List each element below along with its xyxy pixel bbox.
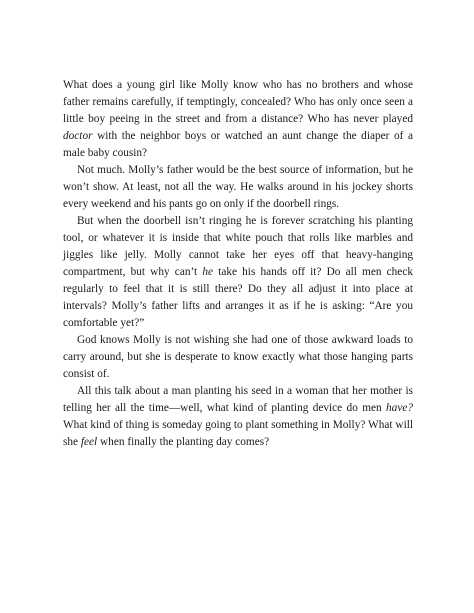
text-run: God knows Molly is not wishing she had one of those awkward loads to carry around, but she is desperate to know exactly what those hanging parts consist of. — [63, 334, 413, 380]
paragraph-1 — [63, 77, 413, 162]
paragraph-4 — [63, 332, 413, 383]
paragraph-5 — [63, 383, 413, 451]
text-run: What does a young girl like Molly know who has no brothers and whose father remains carefully, if temptingly, concealed? Who has only once seen a little boy peeing in the street and from a distance? Who has never played — [63, 79, 413, 125]
italic-text-run: feel — [80, 436, 98, 448]
paragraph-2 — [63, 162, 413, 213]
text-run: Not much. Molly’s father would be the best source of information, but he won’t show. At least, not all the way. He walks around in his jockey shorts every weekend and his pants go on only if the doorbell rings. — [63, 164, 413, 210]
text-run: with the neighbor boys or watched an aunt change the diaper of a male baby cousin? — [63, 130, 413, 159]
text-run: when finally the planting day comes? — [97, 436, 270, 448]
paragraph-3 — [63, 213, 413, 332]
text-run: take his hands off it? Do all men check regularly to feel that it is still there? Do they all adjust it into place at intervals? Molly’s father lifts and arranges it as if he is asking: “Are you comfortable yet?” — [63, 266, 413, 329]
body-text — [63, 77, 413, 451]
italic-text-run: he — [202, 266, 214, 278]
text-run: What kind of thing is someday going to plant something in Molly? What will she — [63, 419, 413, 448]
text-run: But when the doorbell isn’t ringing he is forever scratching his planting tool, or whatever it is inside that white pouch that rolls like marbles and jiggles like jelly. Molly cannot take her eyes off that heavy-hanging compartment, but why can’t — [63, 215, 413, 278]
italic-text-run: doctor — [63, 130, 93, 142]
text-run: All this talk about a man planting his seed in a woman that her mother is telling her all the time—well, what kind of planting device do men — [63, 385, 413, 414]
italic-text-run: have? — [386, 402, 413, 414]
